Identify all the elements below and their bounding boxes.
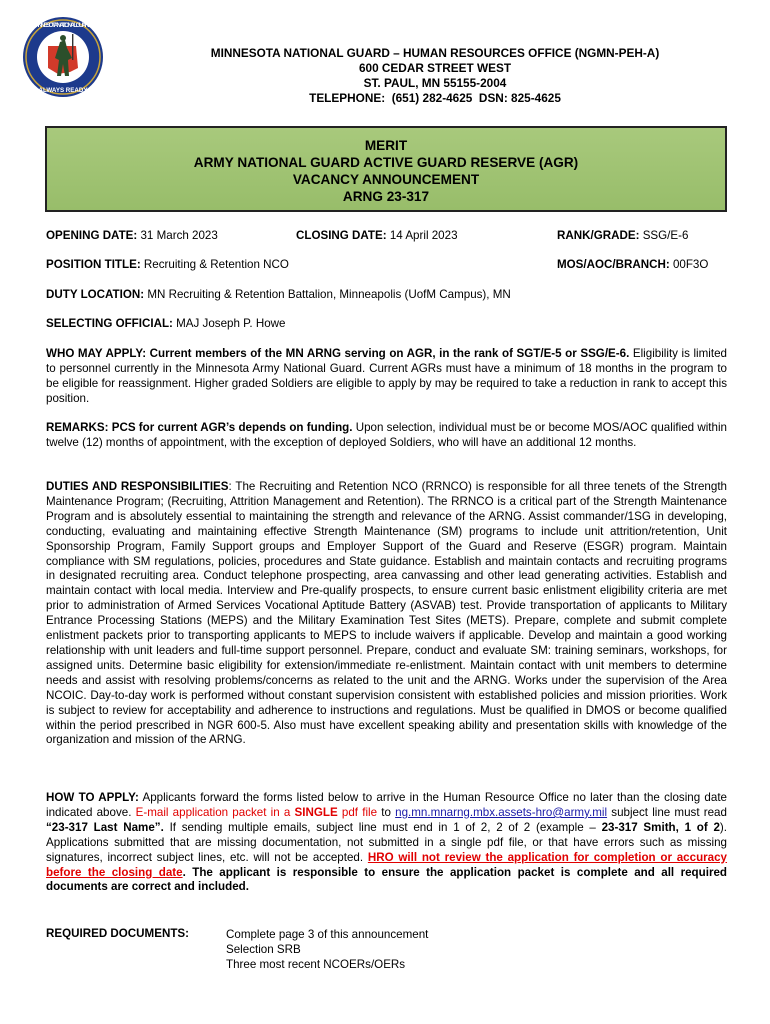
hro-warning: HRO will not review the application for completion or accuracy before the closing date <box>46 850 728 879</box>
duty-location-label: DUTY LOCATION: <box>46 288 145 301</box>
seal-top-text: MINNESOTA NATIONAL GUARD <box>34 22 92 29</box>
position-title-label: POSITION TITLE: <box>46 258 141 271</box>
closing-date-value: 14 April 2023 <box>389 229 458 242</box>
how-to-apply-text3: If sending multiple emails, subject line must end in 1 of 2, 2 of 2 (example – <box>169 820 596 834</box>
remarks-label: REMARKS: <box>46 421 109 434</box>
seal-bottom-text: ALWAYS READY <box>38 87 88 94</box>
how-to-apply-subject: “23-317 Last Name”. <box>46 820 164 834</box>
selecting-official-value: MAJ Joseph P. Howe <box>176 317 286 330</box>
letterhead-line2: 600 CEDAR STREET WEST <box>358 61 512 75</box>
opening-date-value: 31 March 2023 <box>140 229 218 242</box>
how-to-apply-final: . The applicant is responsible to ensure the application packet is complete and all required documents are correct and included. <box>46 865 727 894</box>
opening-date <box>46 229 218 244</box>
opening-date-label: OPENING DATE: <box>46 229 138 242</box>
how-to-apply-label: HOW TO APPLY: <box>46 791 139 804</box>
banner-line3: VACANCY ANNOUNCEMENT <box>292 172 480 187</box>
who-may-apply-text: Eligibility is limited to personnel currently in the Minnesota Army National Guard. Current AGRs must have a minimum of 18 months in the program to be eligible for reassignment. Higher graded Soldiers are eligible to apply by may be required to take a reduction in rank to accept this position. <box>46 347 727 405</box>
who-may-apply-label: WHO MAY APPLY: <box>46 347 147 360</box>
closing-date <box>296 229 458 244</box>
letterhead <box>100 46 770 106</box>
duty-location-value: MN Recruiting & Retention Battalion, Minneapolis (UofM Campus), MN <box>147 288 511 301</box>
banner-line2: ARMY NATIONAL GUARD ACTIVE GUARD RESERVE (AGR) <box>193 155 579 170</box>
how-to-apply-text4: ). Applications submitted that are missing documentation, not submitted in a single pdf file, or that have errors such as missing signatures, incorrect subject lines, etc. will not be accepted. <box>46 820 727 864</box>
how-to-apply-text1: Applicants forward the forms listed below to arrive in the Human Resource Office no later than the closing date indicated above. <box>46 791 727 819</box>
duty-location <box>46 288 511 303</box>
letterhead-line1: MINNESOTA NATIONAL GUARD – HUMAN RESOURCES OFFICE (NGMN-PEH-A) <box>210 46 660 60</box>
duties-label: DUTIES AND RESPONSIBILITIES <box>46 480 229 493</box>
mos-branch-label: MOS/AOC/BRANCH: <box>557 258 670 271</box>
position-title-value: Recruiting & Retention NCO <box>143 258 289 271</box>
how-to-apply-to: to <box>381 805 391 819</box>
duties-text: : The Recruiting and Retention NCO (RRNCO) is responsible for all three tenets of the Strength Maintenance Program; (Recruiting, Attrition Management and Retention). The RRNCO is a critical part of the Strength Maintenance Program and is absolutely essential to maintaining the strength and relevance of the ARNG. Assist commander/1SG in developing, conducting, evaluating and maintaining effective Strength Maintenance (SM) programs to include unit attrition/retention, Unit Sponsorship Program, Family Support groups and Employer Support of the Guard and Reserve (ESGR) program. Maintain compliance with SM regulations, policies, procedures and State guidance. Establish and maintain contacts and recruiting programs in designated recruiting area. Conduct telephone prospecting, area canvassing and other lead generating activities. Establish and maintain contact with local media. Interview and Pre-qualify prospects, to ensure current basic enlistment eligibility criteria are met prior to administration of Armed Services Vocational Aptitude Battery (ASVAB) test. Provide transportation of applicants to Military Entrance Processing Stations (MEPS) and the Military Examination Test Sites (METS). Prepare, complete and submit complete enlistment packets prior to transporting applicants to MEPS to include waivers if applicable. Develop and maintain a good working relationship with unit leaders and full-time support personnel. Prepare, conduct and evaluate SM: training seminars, workshops, for assigned units. Determine basic eligibility for extension/immediate re-enlistment. Maintain contact with unit members to determine needs and assist with resolving problems/concerns as related to the unit and the ARNG. Works under the supervision of the Area NCOIC. Day-to-day work is performed without constant supervision consistent with established policies and mission priorities. Work is subject to review for acceptability and adherence to instructions and regulations. Must be qualified in DMOS or become qualified within the period prescribed in NGR 600-5. Also must have excellent speaking ability and presentation skills with knowledge of the organization and mission of the ARNG. <box>46 480 727 747</box>
rank-grade <box>557 229 688 244</box>
duties-and-responsibilities <box>46 480 727 748</box>
required-documents-list <box>226 927 428 972</box>
how-to-apply-red1: E-mail application packet in a <box>135 805 291 819</box>
selecting-official-label: SELECTING OFFICIAL: <box>46 317 173 330</box>
rank-grade-value: SSG/E-6 <box>642 229 689 242</box>
required-document-item: Complete page 3 of this announcement <box>226 928 429 941</box>
how-to-apply-red2: pdf file <box>341 805 378 819</box>
how-to-apply-text2: subject line must read <box>611 805 727 819</box>
announcement-banner <box>45 126 727 212</box>
mos-branch <box>557 258 708 273</box>
remarks-bold: PCS for current AGR’s depends on funding. <box>111 421 353 434</box>
remarks-text: Upon selection, individual must be or become MOS/AOC qualified within twelve (12) months of appointment, with the exception of deployed Soldiers, who will have an additional 12 months. <box>46 421 727 449</box>
rank-grade-label: RANK/GRADE: <box>557 229 640 242</box>
mos-branch-value: 00F3O <box>672 258 709 271</box>
how-to-apply-example: 23-317 Smith, 1 of 2 <box>601 820 720 834</box>
banner-line1: MERIT <box>364 138 408 153</box>
how-to-apply-single: SINGLE <box>294 805 338 819</box>
required-documents-label: REQUIRED DOCUMENTS: <box>46 927 189 940</box>
how-to-apply <box>46 791 727 895</box>
letterhead-line3: ST. PAUL, MN 55155-2004 <box>363 76 507 90</box>
who-may-apply <box>46 347 727 407</box>
remarks <box>46 421 727 451</box>
letterhead-line4: TELEPHONE: (651) 282-4625 DSN: 825-4625 <box>309 91 561 105</box>
required-document-item: Selection SRB <box>226 943 301 956</box>
selecting-official <box>46 317 285 332</box>
banner-line4: ARNG 23-317 <box>342 189 430 204</box>
who-may-apply-bold: Current members of the MN ARNG serving on AGR, in the rank of SGT/E-5 or SSG/E-6. <box>149 347 630 360</box>
required-document-item: Three most recent NCOERs/OERs <box>226 958 406 971</box>
hro-email-link[interactable]: ng.mn.mnarng.mbx.assets-hro@army.mil <box>395 805 608 819</box>
closing-date-label: CLOSING DATE: <box>296 229 387 242</box>
minnesota-national-guard-seal <box>22 16 104 98</box>
position-title <box>46 258 289 273</box>
